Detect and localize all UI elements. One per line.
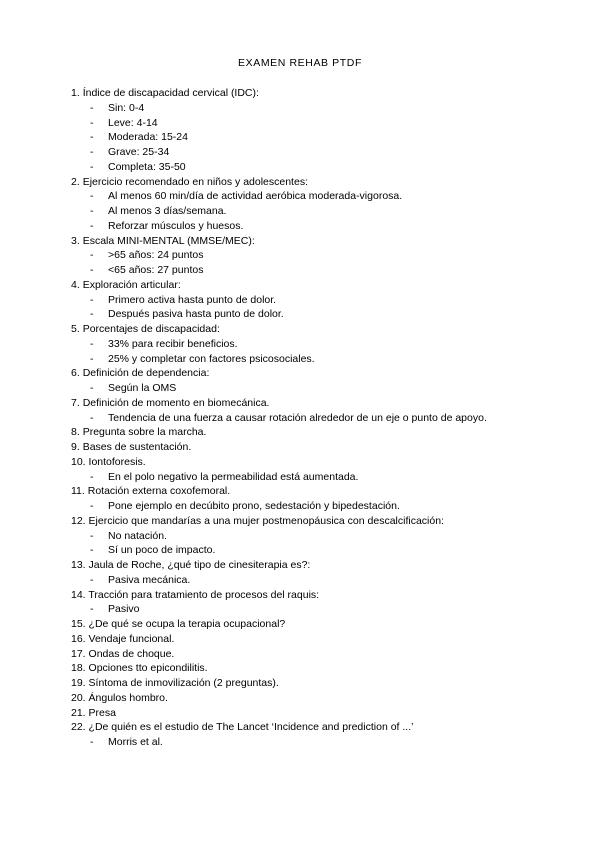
question-number: 17. (71, 647, 86, 660)
question-text: Ejercicio recomendado en niños y adolescentes: (82, 175, 308, 188)
dash-bullet: - (90, 470, 94, 483)
answer-item (71, 543, 591, 558)
dash-bullet: - (90, 249, 94, 262)
question-number: 13. (71, 559, 86, 571)
question-item (71, 86, 591, 101)
answer-text: <65 años: 27 puntos (108, 264, 204, 276)
question-text: Definición de dependencia: (82, 367, 210, 380)
question-number: 20. (71, 691, 86, 704)
question-number: 16. (71, 632, 86, 645)
answer-item (71, 130, 591, 145)
answer-text: Completa: 35-50 (108, 160, 186, 173)
answer-text: 33% para recibir beneficios. (108, 337, 238, 350)
answer-text: Morris et al. (108, 736, 163, 748)
question-text: Opciones tto epicondilitis. (88, 662, 208, 675)
answer-item (71, 307, 591, 322)
question-item (71, 691, 591, 706)
question-item (71, 175, 591, 190)
question-list (71, 86, 591, 750)
question-item (71, 234, 591, 249)
question-number: 10. (71, 455, 86, 468)
answer-item (71, 145, 591, 160)
answer-item (71, 204, 591, 219)
question-item (71, 322, 591, 337)
dash-bullet: - (90, 529, 94, 542)
question-text: ¿De quién es el estudio de The Lancet ‘Incidence and prediction of ...’ (88, 721, 414, 734)
answer-text: Según la OMS (108, 382, 177, 394)
question-text: Índice de discapacidad cervical (IDC): (82, 87, 259, 99)
question-text: Definición de momento en biomecánica. (82, 396, 270, 409)
dash-bullet: - (90, 190, 94, 203)
dash-bullet: - (90, 101, 94, 114)
answer-text: Moderada: 15-24 (108, 131, 188, 144)
question-number: 14. (71, 588, 86, 601)
question-item (71, 440, 591, 455)
dash-bullet: - (90, 736, 94, 748)
dash-bullet: - (90, 131, 94, 144)
dash-bullet: - (90, 264, 94, 276)
question-number: 12. (71, 514, 86, 527)
question-text: Jaula de Roche, ¿qué tipo de cinesiterapia es?: (88, 559, 311, 571)
question-number: 6. (71, 367, 80, 380)
answer-item (71, 263, 591, 278)
question-text: Iontoforesis. (88, 455, 146, 468)
question-item (71, 278, 591, 293)
answer-item (71, 219, 591, 234)
question-number: 1. (71, 87, 80, 99)
page-title: EXAMEN REHAB PTDF (238, 57, 362, 69)
question-item (71, 455, 591, 470)
answer-text: Tendencia de una fuerza a causar rotación alrededor de un eje o punto de apoyo. (108, 411, 487, 424)
answer-text: Primero activa hasta punto de dolor. (108, 293, 277, 306)
answer-item (71, 602, 591, 617)
answer-text: 25% y completar con factores psicosociales. (108, 352, 315, 365)
answer-text: Pasiva mecánica. (108, 573, 191, 586)
answer-item (71, 499, 591, 514)
dash-bullet: - (90, 160, 94, 173)
question-number: 9. (71, 441, 80, 453)
question-number: 15. (71, 618, 86, 630)
question-number: 18. (71, 662, 86, 675)
question-number: 22. (71, 721, 86, 734)
question-item (71, 632, 591, 647)
dash-bullet: - (90, 146, 94, 158)
question-text: Ángulos hombro. (88, 691, 168, 704)
dash-bullet: - (90, 573, 94, 586)
question-text: Exploración articular: (82, 278, 181, 291)
question-item (71, 706, 591, 721)
answer-item (71, 573, 591, 588)
answer-item (71, 735, 591, 750)
dash-bullet: - (90, 352, 94, 365)
dash-bullet: - (90, 544, 94, 557)
question-item (71, 647, 591, 662)
answer-text: Reforzar músculos y huesos. (108, 219, 244, 232)
dash-bullet: - (90, 205, 94, 217)
question-number: 19. (71, 677, 86, 689)
question-text: Vendaje funcional. (88, 632, 175, 645)
answer-text: En el polo negativo la permeabilidad está aumentada. (108, 470, 359, 483)
answer-text: Pone ejemplo en decúbito prono, sedestación y bipedestación. (108, 500, 400, 512)
dash-bullet: - (90, 603, 94, 616)
answer-text: Pasivo (108, 603, 140, 616)
question-item (71, 425, 591, 440)
answer-item (71, 381, 591, 396)
dash-bullet: - (90, 337, 94, 350)
answer-item (71, 352, 591, 367)
answer-item (71, 160, 591, 175)
question-text: Presa (88, 706, 116, 719)
answer-item (71, 411, 591, 426)
question-number: 8. (71, 426, 80, 439)
question-number: 21. (71, 706, 86, 719)
question-item (71, 514, 591, 529)
answer-item (71, 101, 591, 116)
question-text: Síntoma de inmovilización (2 preguntas). (88, 677, 279, 689)
answer-item (71, 189, 591, 204)
answer-text: Sí un poco de impacto. (108, 544, 216, 557)
question-item (71, 396, 591, 411)
question-text: Bases de sustentación. (82, 441, 192, 453)
question-number: 7. (71, 396, 80, 409)
dash-bullet: - (90, 293, 94, 306)
question-number: 4. (71, 278, 80, 291)
dash-bullet: - (90, 116, 94, 129)
question-text: Rotación externa coxofemoral. (87, 485, 231, 498)
question-text: Ondas de choque. (88, 647, 175, 660)
answer-item (71, 470, 591, 485)
question-item (71, 558, 591, 573)
question-item (71, 720, 591, 735)
dash-bullet: - (90, 308, 94, 321)
answer-item (71, 529, 591, 544)
answer-text: >65 años: 24 puntos (108, 249, 204, 262)
question-text: Pregunta sobre la marcha. (82, 426, 207, 439)
answer-item (71, 116, 591, 131)
question-text: Tracción para tratamiento de procesos del raquis: (88, 588, 320, 601)
question-number: 5. (71, 323, 80, 335)
question-item (71, 588, 591, 603)
answer-text: No natación. (108, 529, 167, 542)
answer-text: Después pasiva hasta punto de dolor. (108, 308, 284, 321)
answer-text: Sin: 0-4 (108, 101, 145, 114)
answer-item (71, 248, 591, 263)
question-item (71, 617, 591, 632)
question-item (71, 484, 591, 499)
question-number: 2. (71, 175, 80, 188)
answer-text: Grave: 25-34 (108, 146, 170, 158)
answer-text: Al menos 3 días/semana. (108, 205, 227, 217)
answer-text: Leve: 4-14 (108, 116, 158, 129)
question-item (71, 661, 591, 676)
dash-bullet: - (90, 411, 94, 424)
question-number: 3. (71, 234, 80, 247)
question-text: Ejercicio que mandarías a una mujer postmenopáusica con descalcificación: (88, 514, 444, 527)
answer-item (71, 337, 591, 352)
question-text: Porcentajes de discapacidad: (82, 323, 220, 335)
question-item (71, 366, 591, 381)
dash-bullet: - (90, 500, 94, 512)
question-text: ¿De qué se ocupa la terapia ocupacional? (88, 618, 286, 630)
answer-text: Al menos 60 min/día de actividad aeróbica moderada-vigorosa. (108, 190, 403, 203)
dash-bullet: - (90, 382, 94, 394)
question-text: Escala MINI-MENTAL (MMSE/MEC): (82, 234, 255, 247)
dash-bullet: - (90, 219, 94, 232)
question-number: 11. (71, 485, 85, 498)
question-item (71, 676, 591, 691)
answer-item (71, 293, 591, 308)
